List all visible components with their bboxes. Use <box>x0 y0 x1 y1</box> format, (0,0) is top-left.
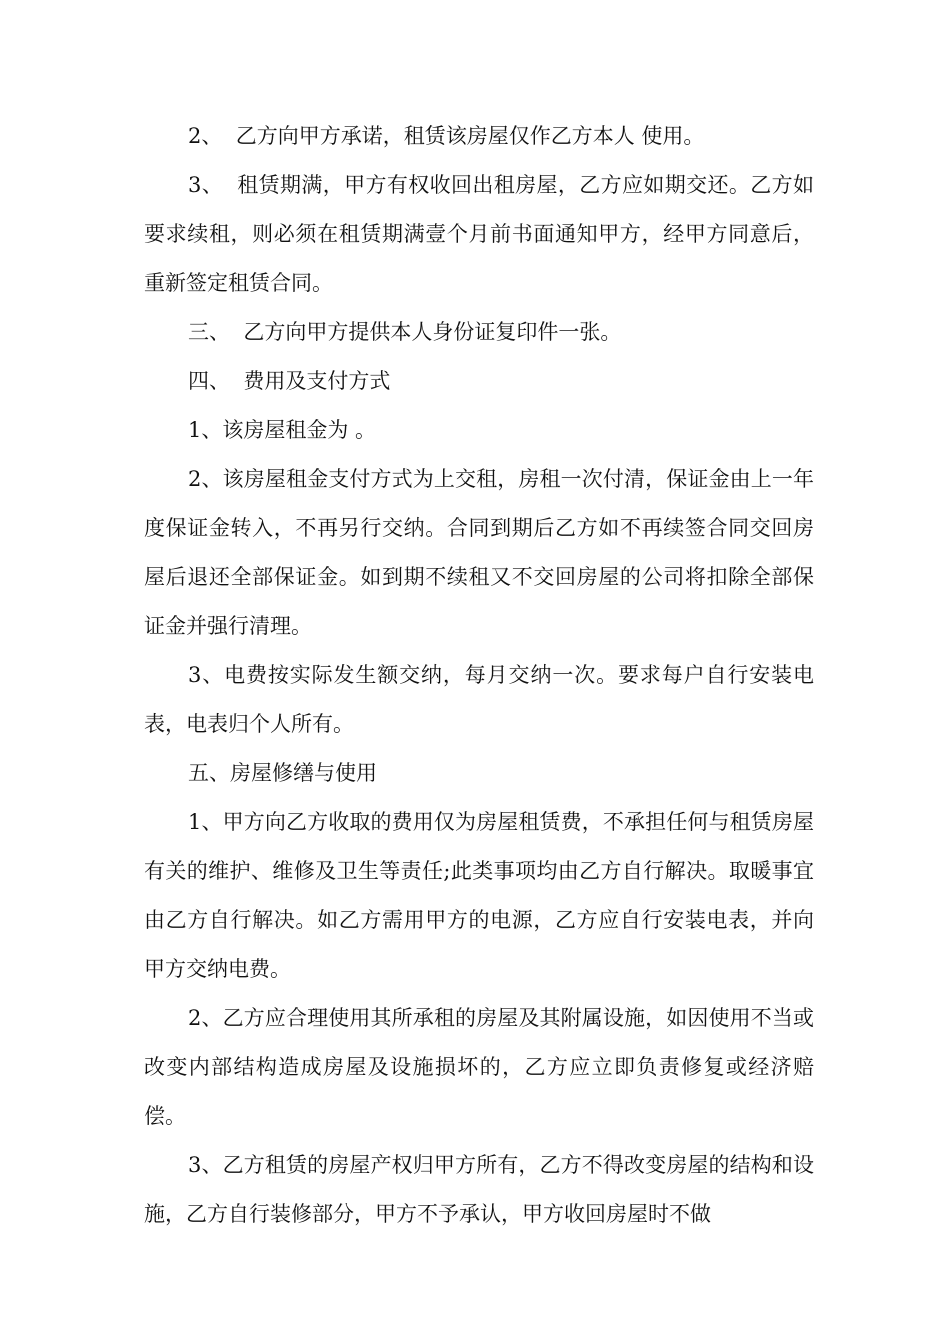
clause-5-1-fees: 1、甲方向乙方收取的费用仅为房屋租赁费，不承担任何与租赁房屋有关的维护、维修及卫生等责任;此类事项均由乙方自行解决。取暖事宜由乙方自行解决。如乙方需用甲方的电源，乙方应自行安装电表，并向甲方交纳电费。 <box>144 810 814 981</box>
clause-4-1-rent: 1、该房屋租金为 。 <box>188 418 377 442</box>
clause-5-3-ownership: 3、乙方租赁的房屋产权归甲方所有，乙方不得改变房屋的结构和设施，乙方自行装修部分，甲方不予承认，甲方收回房屋时不做 <box>144 1153 814 1226</box>
section-3-id-copy: 三、 乙方向甲方提供本人身份证复印件一张。 <box>188 320 622 344</box>
clause-5-2-proper-use: 2、乙方应合理使用其所承租的房屋及其附属设施，如因使用不当或改变内部结构造成房屋及设施损坏的，乙方应立即负责修复或经济赔偿。 <box>144 1006 814 1128</box>
clause-3-lease-expiry: 3、 租赁期满，甲方有权收回出租房屋，乙方应如期交还。乙方如要求续租，则必须在租赁期满壹个月前书面通知甲方，经甲方同意后，重新签定租赁合同。 <box>144 173 814 295</box>
document-body <box>144 112 814 1239</box>
clause-4-2-payment-method: 2、该房屋租金支付方式为上交租，房租一次付清，保证金由上一年度保证金转入，不再另行交纳。合同到期后乙方如不再续签合同交回房屋后退还全部保证金。如到期不续租又不交回房屋的公司将扣除全部保证金并强行清理。 <box>144 467 814 638</box>
clause-2-exclusive-use: 2、 乙方向甲方承诺，租赁该房屋仅作乙方本人 使用。 <box>188 124 705 148</box>
section-4-heading: 四、 费用及支付方式 <box>188 369 391 393</box>
section-5-heading: 五、房屋修缮与使用 <box>188 761 377 785</box>
clause-4-3-electricity: 3、电费按实际发生额交纳，每月交纳一次。要求每户自行安装电表，电表归个人所有。 <box>144 663 814 736</box>
